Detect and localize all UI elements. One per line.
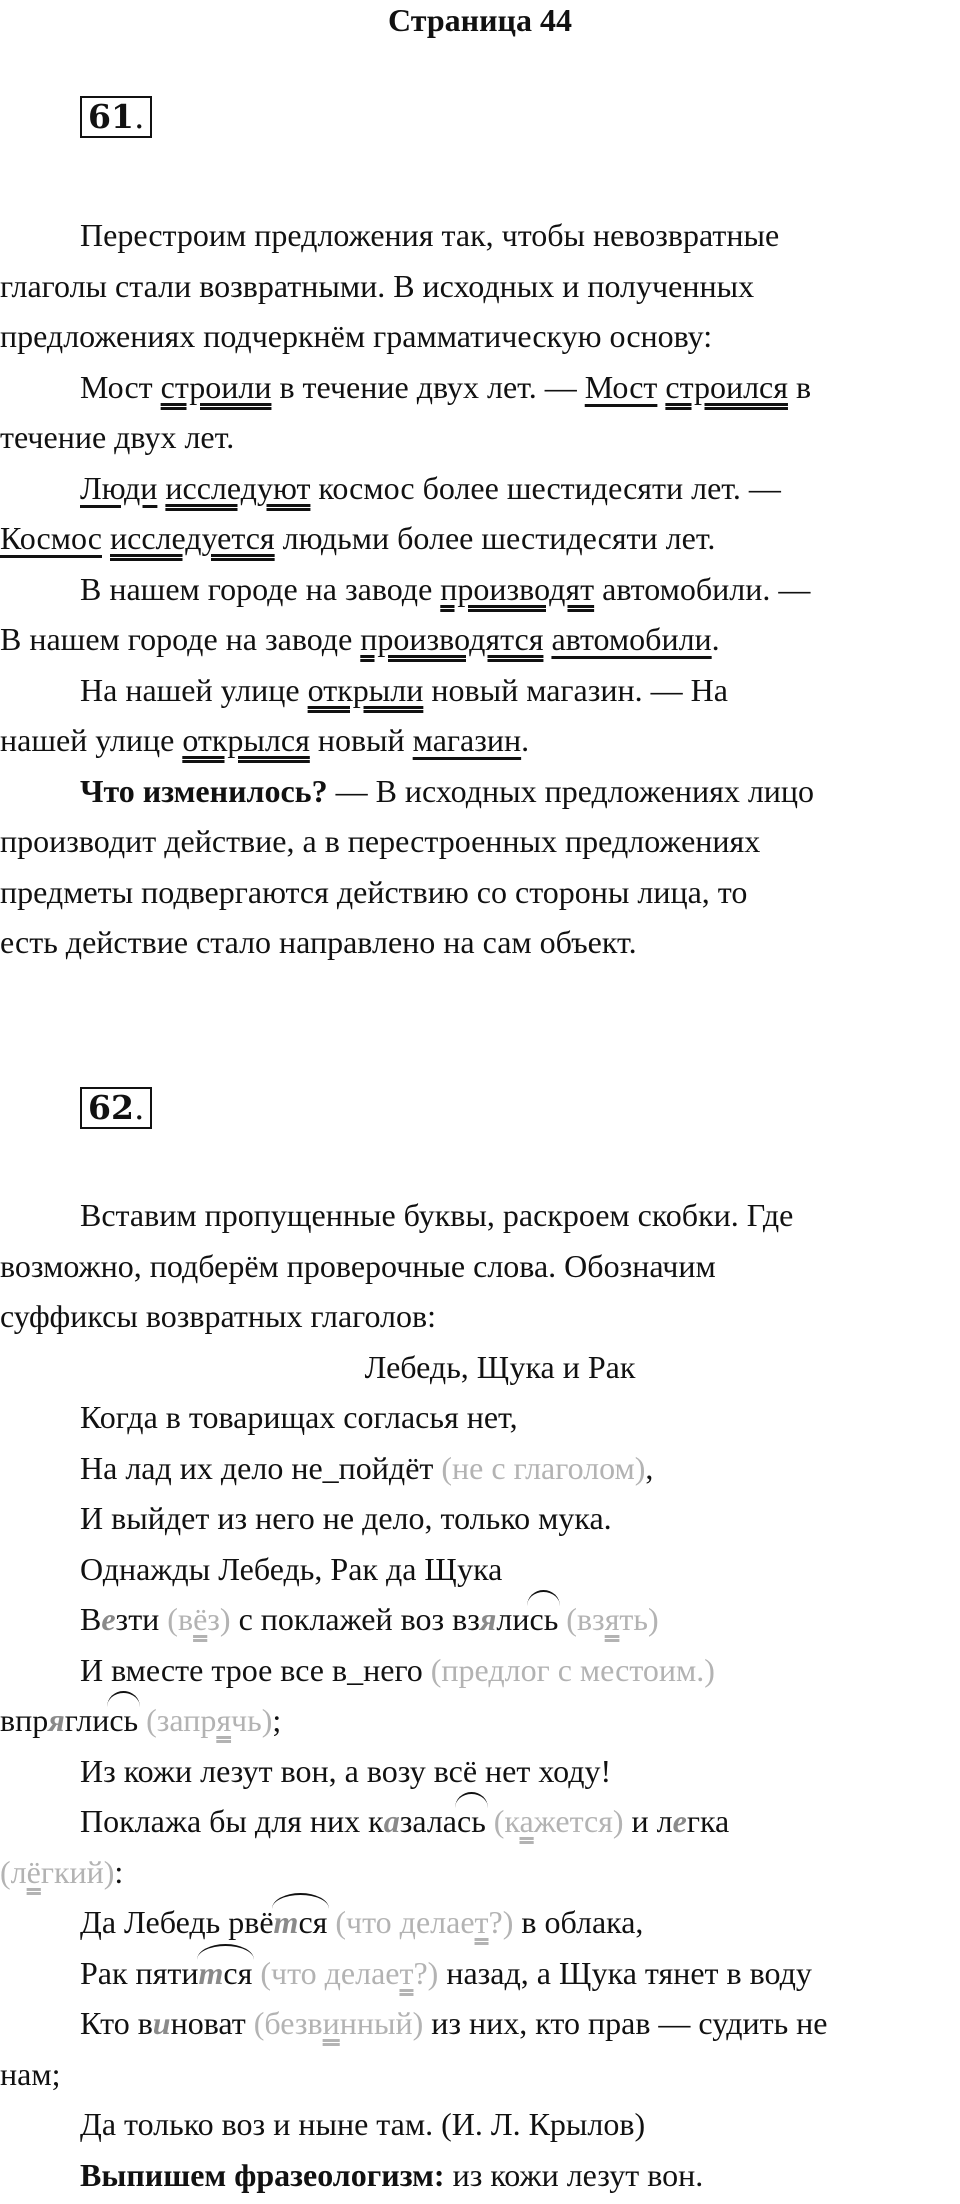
poem-line-6: И вместе трое все в_него (предлог с местоим.) [80, 1651, 715, 1688]
poem-line-11: Да Лебедь рвётся (что делает?) в облака, [0, 1897, 960, 1948]
ex61-question-line-4: есть действие стало направлено на сам объект. [0, 924, 637, 960]
ex62-intro-line-2: возможно, подберём проверочные слова. Обозначим [0, 1247, 716, 1284]
ex61-question-line-2: производит действие, а в перестроенных предложениях [0, 823, 761, 859]
poem-line-2: На лад их дело не_пойдёт (не с глаголом), [80, 1449, 654, 1486]
suffix-mark: тся [199, 1948, 253, 1999]
ex61-sentence-1: Мост строили в течение двух лет. — Мост строился в [80, 368, 812, 405]
ex61-sentence-2: Люди исследуют космос более шестидесяти лет. — [80, 469, 781, 506]
phraseologism-line: Выпишем фразеологизм: из кожи лезут вон. [80, 2156, 704, 2193]
suffix-mark: сь [109, 1695, 138, 1746]
poem-line-9: Поклажа бы для них казалась (кажется) и легка [0, 1796, 960, 1847]
poem-line-10: (лёгкий): [0, 1853, 124, 1890]
poem-line-14: нам; [0, 2055, 61, 2092]
ex61-intro-line-1: Перестроим предложения так, чтобы невозвратные [80, 217, 780, 253]
poem-line-4: Однажды Лебедь, Рак да Щука [80, 1550, 503, 1587]
suffix-mark: сь [457, 1796, 486, 1847]
poem-line-1: Когда в товарищах согласья нет, [80, 1399, 518, 1435]
ex61-intro-line-2: глаголы стали возвратными. В исходных и полученных [0, 267, 755, 304]
ex61-sentence-4-cont: нашей улице открылся новый магазин. [0, 722, 530, 758]
suffix-mark: тся [274, 1897, 328, 1948]
ex61-sentence-4: На нашей улице открыли новый магазин. — На [80, 671, 728, 708]
suffix-mark: сь [529, 1594, 558, 1645]
ex61-sentence-3-cont: В нашем городе на заводе производятся автомобили. [0, 621, 720, 657]
poem-line-15: Да только воз и ныне там. (И. Л. Крылов) [80, 2106, 646, 2142]
poem-line-5: Везти (вёз) с поклажей воз взялись (взять) [0, 1594, 960, 1645]
poem-title: Лебедь, Щука и Рак [364, 1348, 636, 1385]
ex61-question-line-1: Что изменилось? — В исходных предложениях лицо [80, 772, 815, 809]
ex61-sentence-1-cont: течение двух лет. [0, 419, 235, 455]
poem-line-12: Рак пятится (что делает?) назад, а Щука тянет в воду [0, 1948, 960, 1999]
poem-line-3: И выйдет из него не дело, только мука. [80, 1500, 612, 1536]
exercise-62-text [0, 1190, 960, 2200]
page-title: Страница 44 [388, 2, 572, 38]
exercise-number-61: 61. [80, 96, 152, 138]
exercise-number-62: 62. [80, 1087, 152, 1129]
ex61-sentence-2-cont: Космос исследуется людьми более шестидесяти лет. [0, 520, 716, 556]
ex61-sentence-3: В нашем городе на заводе производят автомобили. — [80, 570, 811, 607]
exercise-61-text [0, 210, 960, 968]
poem-line-13: Кто виноват (безвинный) из них, кто прав — судить не [80, 2005, 828, 2041]
ex61-question-line-3: предметы подвергаются действию со стороны лица, то [0, 873, 748, 910]
ex61-intro-line-3: предложениях подчеркнём грамматическую основу: [0, 318, 713, 354]
ex62-intro-line-3: суффиксы возвратных глаголов: [0, 1298, 437, 1334]
ex62-intro-line-1: Вставим пропущенные буквы, раскроем скобки. Где [80, 1197, 794, 1233]
poem-line-8: Из кожи лезут вон, а возу всё нет ходу! [80, 1752, 612, 1789]
poem-line-7: впряглись (запрячь); [0, 1695, 960, 1746]
